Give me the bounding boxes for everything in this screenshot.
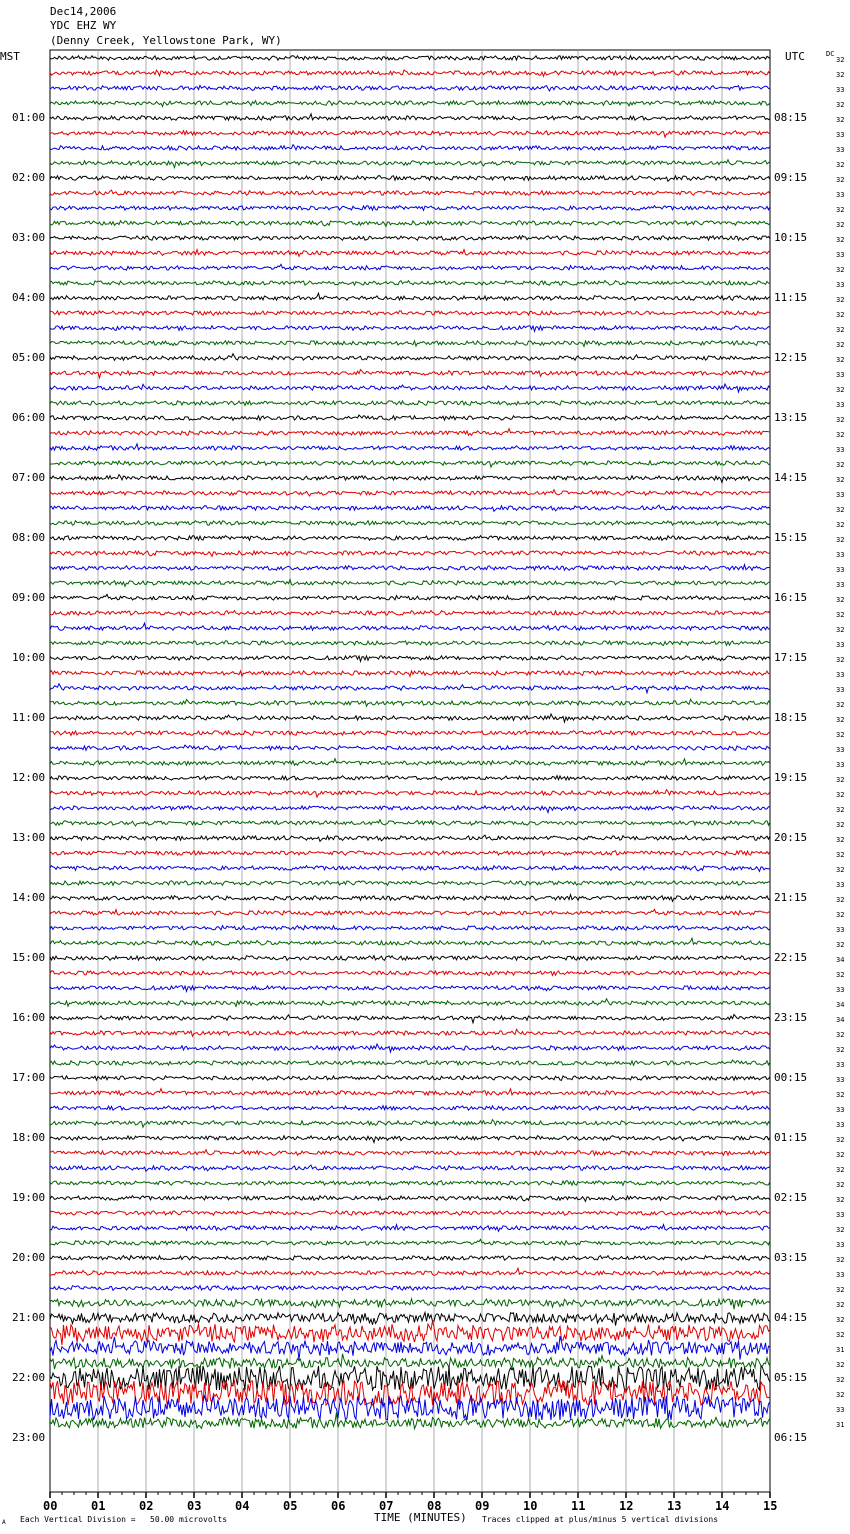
x-tick-label-04: 04 xyxy=(235,1499,250,1513)
seismic-trace xyxy=(50,70,770,77)
dc-offset-label: 32 xyxy=(836,1091,845,1099)
dc-offset-label: 32 xyxy=(836,1031,845,1039)
dc-offset-label: 32 xyxy=(836,911,845,919)
seismic-trace xyxy=(50,1313,770,1326)
left-hour-label: 04:00 xyxy=(12,291,46,304)
dc-offset-label: 33 xyxy=(836,746,845,754)
seismic-trace xyxy=(50,250,770,257)
seismic-trace xyxy=(50,1366,770,1390)
seismic-trace xyxy=(50,85,770,91)
dc-offset-label: 31 xyxy=(836,1421,845,1429)
seismic-trace xyxy=(50,536,770,541)
x-tick-label-14: 14 xyxy=(715,1499,730,1513)
dc-offset-label: 32 xyxy=(836,1331,845,1339)
right-hour-label: 01:15 xyxy=(774,1131,808,1144)
seismic-trace xyxy=(50,176,770,182)
left-hour-label: 11:00 xyxy=(12,711,46,724)
date-label: Dec14,2006 xyxy=(50,5,117,18)
dc-offset-label: 32 xyxy=(836,776,845,784)
seismic-trace xyxy=(50,1299,770,1309)
dc-offset-label: 32 xyxy=(836,56,845,64)
seismic-trace xyxy=(50,1136,770,1143)
seismic-trace xyxy=(50,776,770,781)
dc-offset-label: 32 xyxy=(836,1316,845,1324)
right-hour-label: 14:15 xyxy=(774,471,808,484)
seismic-trace xyxy=(50,1211,770,1216)
dc-offset-label: 33 xyxy=(836,1406,845,1414)
seismic-trace xyxy=(50,131,770,138)
dc-offset-label: 33 xyxy=(836,881,845,889)
right-hour-label: 06:15 xyxy=(774,1431,808,1444)
left-hour-label: 14:00 xyxy=(12,891,46,904)
dc-label: DC xyxy=(826,50,835,58)
dc-offset-label: 32 xyxy=(836,1151,845,1159)
seismic-trace xyxy=(50,790,770,798)
dc-offset-label: 32 xyxy=(836,506,845,514)
right-hour-label: 05:15 xyxy=(774,1371,808,1384)
dc-offset-label: 31 xyxy=(836,1346,845,1354)
seismic-trace xyxy=(50,986,770,992)
seismic-trace xyxy=(50,1412,770,1428)
left-hour-label: 21:00 xyxy=(12,1311,46,1324)
seismic-trace xyxy=(50,415,770,420)
dc-offset-label: 32 xyxy=(836,806,845,814)
x-tick-label-00: 00 xyxy=(43,1499,58,1513)
x-tick-label-03: 03 xyxy=(187,1499,202,1513)
scale-text: Each Vertical Division = 50.00 microvolts xyxy=(20,1515,228,1524)
right-hour-label: 04:15 xyxy=(774,1311,808,1324)
left-hour-label: 09:00 xyxy=(12,591,46,604)
dc-offset-label: 32 xyxy=(836,176,845,184)
dc-offset-label: 32 xyxy=(836,356,845,364)
seismic-trace xyxy=(50,1268,770,1275)
dc-offset-label: 32 xyxy=(836,341,845,349)
seismic-trace xyxy=(50,293,770,300)
seismic-trace xyxy=(50,281,770,286)
dc-offset-label: 33 xyxy=(836,86,845,94)
seismic-trace xyxy=(50,206,770,211)
dc-offset-label: 33 xyxy=(836,1076,845,1084)
dc-offset-label: 32 xyxy=(836,296,845,304)
plot-frame xyxy=(50,50,770,1492)
dc-offset-label: 32 xyxy=(836,971,845,979)
seismic-trace xyxy=(50,1076,770,1081)
seismic-trace xyxy=(50,684,770,693)
dc-offset-label: 33 xyxy=(836,566,845,574)
seismic-trace xyxy=(50,1181,770,1186)
right-hour-label: 09:15 xyxy=(774,171,808,184)
dc-offset-label: 33 xyxy=(836,491,845,499)
dc-offset-label: 32 xyxy=(836,1166,845,1174)
dc-offset-label: 32 xyxy=(836,326,845,334)
dc-offset-label: 33 xyxy=(836,1271,845,1279)
x-tick-label-01: 01 xyxy=(91,1499,106,1513)
seismic-trace xyxy=(50,1060,770,1065)
seismic-trace xyxy=(50,759,770,766)
dc-offset-label: 32 xyxy=(836,596,845,604)
seismic-trace xyxy=(50,956,770,961)
seismic-trace xyxy=(50,505,770,511)
dc-offset-label: 32 xyxy=(836,1226,845,1234)
seismic-trace xyxy=(50,521,770,526)
dc-offset-label: 32 xyxy=(836,656,845,664)
dc-offset-label: 32 xyxy=(836,1376,845,1384)
left-hour-label: 17:00 xyxy=(12,1071,46,1084)
right-hour-label: 23:15 xyxy=(774,1011,808,1024)
dc-offset-label: 33 xyxy=(836,1061,845,1069)
right-timezone-label: UTC xyxy=(785,50,805,63)
seismic-trace xyxy=(50,311,770,315)
seismic-trace xyxy=(50,866,770,872)
dc-offset-label: 32 xyxy=(836,1361,845,1369)
dc-offset-label: 32 xyxy=(836,266,845,274)
left-hour-label: 19:00 xyxy=(12,1191,46,1204)
left-hour-label: 02:00 xyxy=(12,171,46,184)
right-hour-label: 11:15 xyxy=(774,291,808,304)
dc-offset-label: 34 xyxy=(836,1016,845,1024)
station-label: YDC EHZ WY xyxy=(50,19,117,32)
seismic-trace xyxy=(50,1120,770,1128)
seismic-trace xyxy=(50,354,770,361)
x-tick-label-09: 09 xyxy=(475,1499,490,1513)
seismic-trace xyxy=(50,820,770,826)
dc-offset-label: 32 xyxy=(836,836,845,844)
dc-offset-label: 33 xyxy=(836,251,845,259)
seismic-trace xyxy=(50,1106,770,1111)
dc-offset-label: 32 xyxy=(836,431,845,439)
dc-offset-label: 32 xyxy=(836,821,845,829)
seismic-trace xyxy=(50,656,770,662)
seismic-trace xyxy=(50,895,770,902)
dc-offset-label: 33 xyxy=(836,686,845,694)
right-hour-label: 22:15 xyxy=(774,951,808,964)
left-hour-label: 06:00 xyxy=(12,411,46,424)
dc-offset-label: 32 xyxy=(836,1391,845,1399)
seismic-trace xyxy=(50,1089,770,1096)
left-hour-label: 07:00 xyxy=(12,471,46,484)
dc-offset-label: 32 xyxy=(836,851,845,859)
seismic-trace xyxy=(50,671,770,677)
dc-offset-label: 33 xyxy=(836,551,845,559)
right-hour-label: 17:15 xyxy=(774,651,808,664)
dc-offset-label: 32 xyxy=(836,626,845,634)
dc-offset-label: 32 xyxy=(836,476,845,484)
seismic-trace xyxy=(50,745,770,750)
seismic-trace xyxy=(50,1044,770,1052)
dc-offset-label: 33 xyxy=(836,926,845,934)
dc-offset-label: 33 xyxy=(836,446,845,454)
dc-offset-label: 32 xyxy=(836,206,845,214)
dc-offset-label: 32 xyxy=(836,731,845,739)
seismic-trace xyxy=(50,1239,770,1245)
dc-offset-label: 33 xyxy=(836,641,845,649)
seismic-trace xyxy=(50,1286,770,1291)
left-hour-label: 23:00 xyxy=(12,1431,46,1444)
dc-offset-label: 32 xyxy=(836,161,845,169)
dc-offset-label: 33 xyxy=(836,1121,845,1129)
left-hour-label: 10:00 xyxy=(12,651,46,664)
dc-offset-label: 33 xyxy=(836,1106,845,1114)
dc-offset-label: 33 xyxy=(836,191,845,199)
dc-offset-label: 32 xyxy=(836,521,845,529)
right-hour-label: 13:15 xyxy=(774,411,808,424)
location-label: (Denny Creek, Yellowstone Park, WY) xyxy=(50,34,282,47)
scale-prefix: A xyxy=(2,1519,6,1526)
right-hour-label: 19:15 xyxy=(774,771,808,784)
seismic-trace xyxy=(50,490,770,496)
dc-offset-label: 34 xyxy=(836,956,845,964)
seismic-trace xyxy=(50,264,770,270)
dc-offset-label: 32 xyxy=(836,866,845,874)
seismic-trace xyxy=(50,190,770,195)
dc-offset-label: 33 xyxy=(836,371,845,379)
left-hour-label: 12:00 xyxy=(12,771,46,784)
seismic-trace xyxy=(50,835,770,841)
seismic-trace xyxy=(50,926,770,931)
dc-offset-label: 32 xyxy=(836,1181,845,1189)
dc-offset-label: 32 xyxy=(836,896,845,904)
seismic-trace xyxy=(50,1029,770,1036)
dc-offset-label: 32 xyxy=(836,1286,845,1294)
left-hour-label: 08:00 xyxy=(12,531,46,544)
seismic-trace xyxy=(50,611,770,616)
x-tick-label-07: 07 xyxy=(379,1499,394,1513)
seismic-trace xyxy=(50,851,770,856)
seismic-trace xyxy=(50,160,770,168)
right-hour-label: 18:15 xyxy=(774,711,808,724)
seismic-trace xyxy=(50,145,770,151)
left-hour-label: 03:00 xyxy=(12,231,46,244)
seismic-trace xyxy=(50,594,770,600)
dc-offset-label: 32 xyxy=(836,791,845,799)
dc-offset-label: 32 xyxy=(836,116,845,124)
right-hour-label: 10:15 xyxy=(774,231,808,244)
left-timezone-label: MST xyxy=(0,50,20,63)
dc-offset-label: 33 xyxy=(836,401,845,409)
seismic-trace xyxy=(50,461,770,468)
x-tick-label-08: 08 xyxy=(427,1499,442,1513)
dc-offset-label: 32 xyxy=(836,386,845,394)
left-hour-label: 13:00 xyxy=(12,831,46,844)
dc-offset-label: 33 xyxy=(836,131,845,139)
dc-offset-label: 32 xyxy=(836,716,845,724)
seismic-trace xyxy=(50,101,770,107)
seismic-trace xyxy=(50,384,770,392)
seismic-trace xyxy=(50,475,770,483)
seismic-trace xyxy=(50,999,770,1007)
right-hour-label: 08:15 xyxy=(774,111,808,124)
right-hour-label: 21:15 xyxy=(774,891,808,904)
seismic-trace xyxy=(50,1196,770,1202)
seismic-trace xyxy=(50,1321,770,1345)
dc-offset-label: 33 xyxy=(836,1211,845,1219)
right-hour-label: 16:15 xyxy=(774,591,808,604)
seismic-trace xyxy=(50,714,770,722)
dc-offset-label: 32 xyxy=(836,611,845,619)
seismic-trace xyxy=(50,401,770,406)
seismic-trace xyxy=(50,1225,770,1232)
right-hour-label: 00:15 xyxy=(774,1071,808,1084)
seismic-trace xyxy=(50,551,770,557)
dc-offset-label: 33 xyxy=(836,986,845,994)
x-tick-label-05: 05 xyxy=(283,1499,298,1513)
dc-offset-label: 32 xyxy=(836,1301,845,1309)
left-hour-label: 15:00 xyxy=(12,951,46,964)
seismic-trace xyxy=(50,1165,770,1171)
seismic-trace xyxy=(50,580,770,587)
right-hour-label: 03:15 xyxy=(774,1251,808,1264)
seismic-trace xyxy=(50,971,770,976)
x-tick-label-15: 15 xyxy=(763,1499,778,1513)
dc-offset-label: 32 xyxy=(836,416,845,424)
left-hour-label: 20:00 xyxy=(12,1251,46,1264)
seismic-trace xyxy=(50,56,770,61)
dc-offset-label: 33 xyxy=(836,671,845,679)
right-hour-label: 12:15 xyxy=(774,351,808,364)
seismic-trace xyxy=(50,731,770,736)
x-tick-label-10: 10 xyxy=(523,1499,538,1513)
x-axis-title: TIME (MINUTES) xyxy=(374,1511,467,1524)
seismic-trace xyxy=(50,444,770,451)
dc-offset-label: 33 xyxy=(836,761,845,769)
left-hour-label: 18:00 xyxy=(12,1131,46,1144)
dc-offset-label: 32 xyxy=(836,701,845,709)
dc-offset-label: 33 xyxy=(836,1241,845,1249)
dc-offset-label: 32 xyxy=(836,1196,845,1204)
left-hour-label: 16:00 xyxy=(12,1011,46,1024)
dc-offset-label: 32 xyxy=(836,311,845,319)
dc-offset-label: 32 xyxy=(836,101,845,109)
seismic-trace xyxy=(50,1336,770,1360)
seismic-trace xyxy=(50,370,770,378)
seismic-trace xyxy=(50,806,770,813)
seismic-trace xyxy=(50,881,770,886)
left-hour-label: 05:00 xyxy=(12,351,46,364)
seismic-trace xyxy=(50,326,770,332)
seismic-trace xyxy=(50,221,770,227)
seismic-trace xyxy=(50,909,770,915)
dc-offset-label: 32 xyxy=(836,1046,845,1054)
seismic-trace xyxy=(50,429,770,436)
dc-offset-label: 32 xyxy=(836,236,845,244)
seismic-trace xyxy=(50,236,770,241)
dc-offset-label: 32 xyxy=(836,536,845,544)
seismic-trace xyxy=(50,114,770,121)
dc-offset-label: 32 xyxy=(836,941,845,949)
dc-offset-label: 33 xyxy=(836,281,845,289)
seismic-trace xyxy=(50,699,770,706)
x-tick-label-12: 12 xyxy=(619,1499,634,1513)
dc-offset-label: 33 xyxy=(836,146,845,154)
x-tick-label-06: 06 xyxy=(331,1499,346,1513)
seismic-trace xyxy=(50,565,770,571)
seismic-trace xyxy=(50,1015,770,1023)
right-hour-label: 20:15 xyxy=(774,831,808,844)
seismic-trace xyxy=(50,1150,770,1156)
seismic-trace xyxy=(50,623,770,630)
seismic-trace xyxy=(50,641,770,646)
seismic-trace xyxy=(50,341,770,347)
clip-text: Traces clipped at plus/minus 5 vertical divisions xyxy=(482,1515,719,1524)
x-tick-label-11: 11 xyxy=(571,1499,586,1513)
right-hour-label: 02:15 xyxy=(774,1191,808,1204)
dc-offset-label: 32 xyxy=(836,461,845,469)
dc-offset-label: 34 xyxy=(836,1001,845,1009)
dc-offset-label: 33 xyxy=(836,581,845,589)
dc-offset-label: 32 xyxy=(836,1256,845,1264)
dc-offset-label: 32 xyxy=(836,221,845,229)
seismic-trace xyxy=(50,1256,770,1261)
dc-offset-label: 32 xyxy=(836,1136,845,1144)
x-tick-label-02: 02 xyxy=(139,1499,154,1513)
x-tick-label-13: 13 xyxy=(667,1499,682,1513)
dc-offset-label: 32 xyxy=(836,71,845,79)
seismic-trace xyxy=(50,938,770,945)
left-hour-label: 22:00 xyxy=(12,1371,46,1384)
left-hour-label: 01:00 xyxy=(12,111,46,124)
right-hour-label: 15:15 xyxy=(774,531,808,544)
